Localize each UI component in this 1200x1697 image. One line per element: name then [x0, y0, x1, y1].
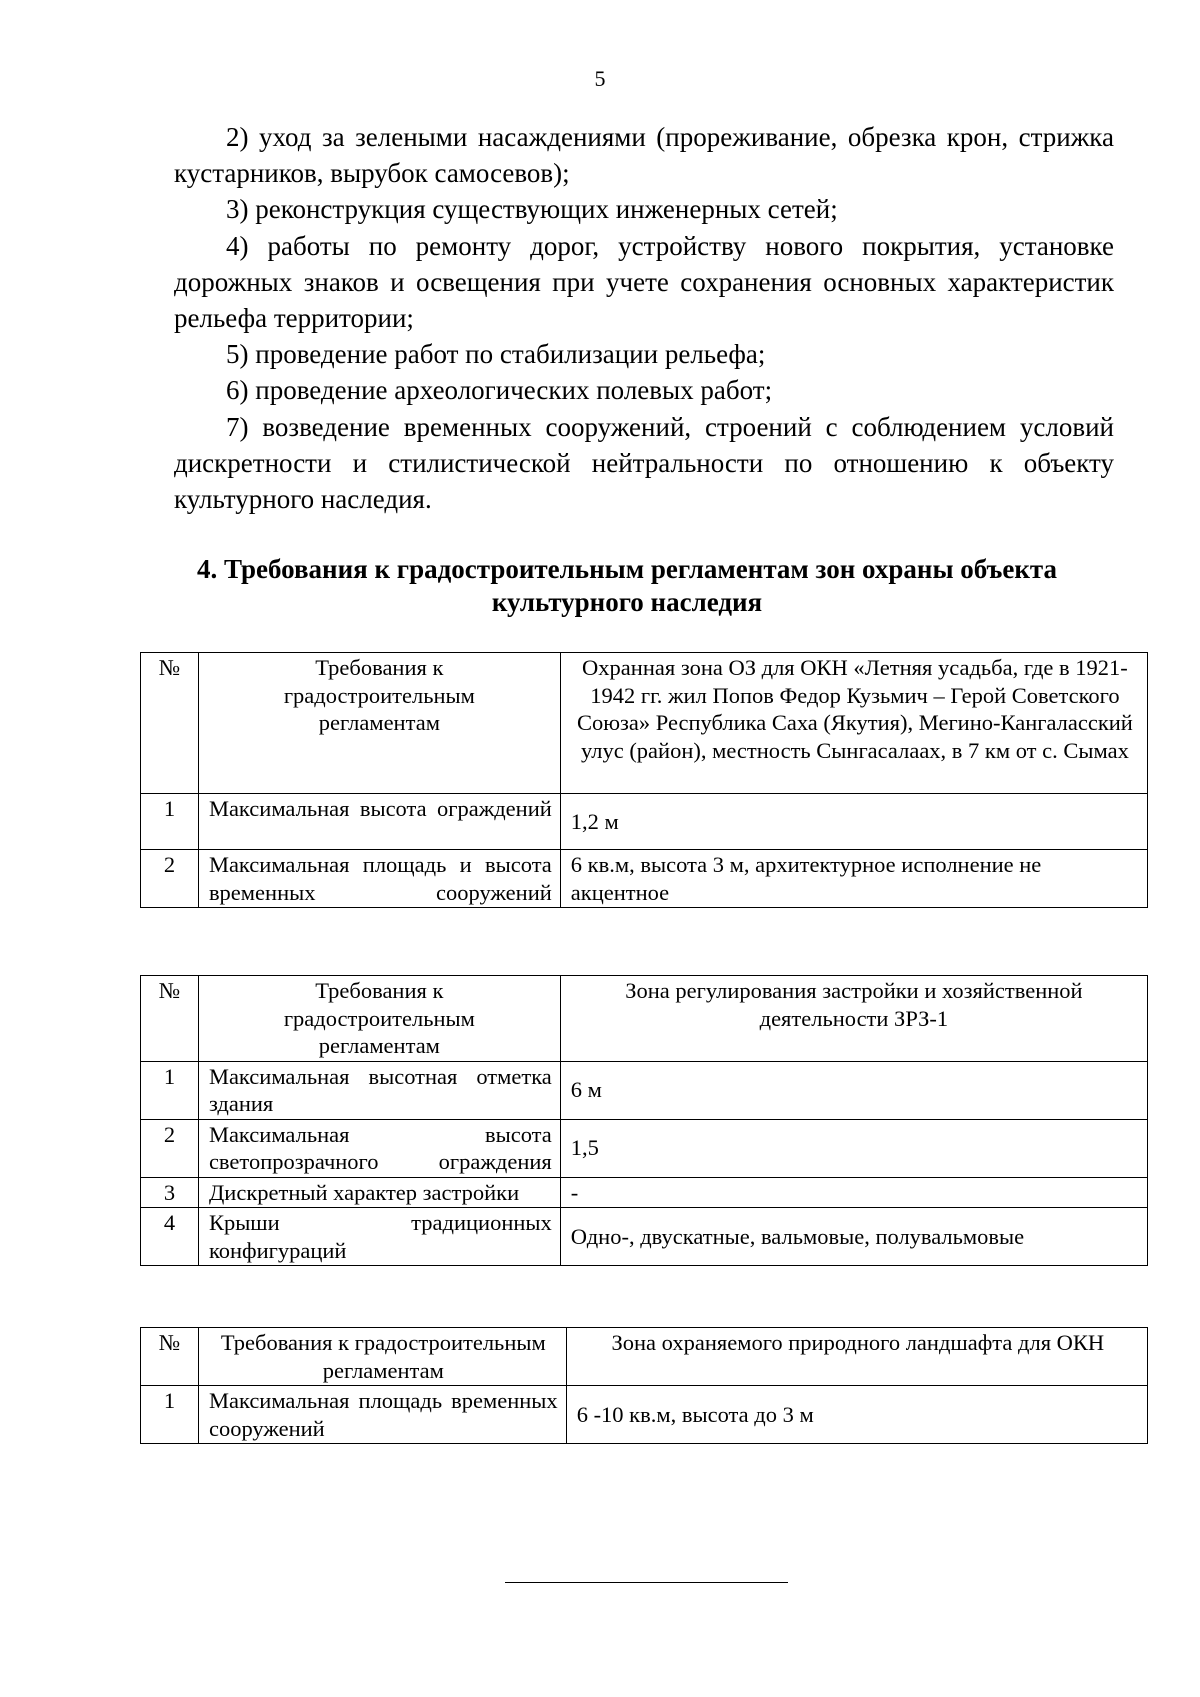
row-requirement: Максимальная площадь и высота временных сооружений [198, 850, 560, 908]
row-value: 6 кв.м, высота 3 м, архитектурное исполнение не акцентное [560, 850, 1147, 908]
list-item: 7) возведение временных сооружений, строений с соблюдением условий дискретности и стилистической нейтральности по отношению к объекту культурного наследия. [174, 411, 1114, 515]
table-header-row [141, 653, 1148, 794]
row-requirement: Максимальная высотная отметка здания [198, 1061, 560, 1119]
section-title [140, 553, 1114, 619]
protected-zone-table [140, 652, 1148, 908]
row-num: 1 [141, 1386, 199, 1444]
header-requirements: Требования к градостроительным регламентам [198, 976, 560, 1062]
header-requirements: Требования к градостроительным регламентам [198, 1328, 566, 1386]
table-row [141, 1208, 1148, 1266]
row-value: 6 -10 кв.м, высота до 3 м [566, 1386, 1147, 1444]
table-header-row [141, 976, 1148, 1062]
table-header-row [141, 1328, 1148, 1386]
row-value: 6 м [560, 1061, 1147, 1119]
section-title-line: культурного наследия [491, 587, 763, 617]
row-value: 1,5 [560, 1119, 1147, 1177]
row-num: 2 [141, 1119, 199, 1177]
page-number: 5 [594, 66, 606, 91]
table-row [141, 850, 1148, 908]
list-item: 3) реконструкция существующих инженерных сетей; [226, 194, 838, 225]
list-item: 5) проведение работ по стабилизации рельефа; [226, 339, 766, 370]
list-item: 2) уход за зелеными насаждениями (прореживание, обрезка крон, стрижка кустарников, вырубок самосевов); [174, 122, 1114, 189]
requirements-list [174, 119, 1114, 517]
header-requirements: Требования к градостроительным регламентам [198, 653, 560, 794]
row-requirement: Крыши традиционных конфигураций [198, 1208, 560, 1266]
row-value: Одно-, двускатные, вальмовые, полувальмовые [560, 1208, 1147, 1266]
header-zone: Зона регулирования застройки и хозяйственной деятельности ЗРЗ-1 [560, 976, 1147, 1062]
row-requirement: Максимальная высота светопрозрачного ограждения [198, 1119, 560, 1177]
row-num: 3 [141, 1177, 199, 1208]
footer-separator [505, 1582, 788, 1583]
row-num: 4 [141, 1208, 199, 1266]
list-item: 4) работы по ремонту дорог, устройству нового покрытия, установке дорожных знаков и освещения при учете сохранения основных характеристик рельефа территории; [174, 230, 1114, 334]
list-item: 6) проведение археологических полевых работ; [226, 375, 773, 406]
table-row [141, 1119, 1148, 1177]
row-num: 1 [141, 1061, 199, 1119]
header-zone: Зона охраняемого природного ландшафта для ОКН [566, 1328, 1147, 1386]
row-num: 1 [141, 794, 199, 850]
table-row [141, 1061, 1148, 1119]
table-row [141, 794, 1148, 850]
header-num: № [141, 1328, 199, 1386]
table-row [141, 1177, 1148, 1208]
landscape-zone-table [140, 1327, 1148, 1444]
row-num: 2 [141, 850, 199, 908]
header-zone: Охранная зона ОЗ для ОКН «Летняя усадьба, где в 1921-1942 гг. жил Попов Федор Кузьмич – Герой Советского Союза» Республика Саха (Якутия), Мегино-Кангаласский улус (район), местность Сынгасалаах, в 7 км от с. Сымах [560, 653, 1147, 794]
row-value: 1,2 м [560, 794, 1147, 850]
zrz1-table [140, 975, 1148, 1266]
table-row [141, 1386, 1148, 1444]
row-value: - [560, 1177, 1147, 1208]
row-requirement: Дискретный характер застройки [198, 1177, 560, 1208]
row-requirement: Максимальная высота ограждений [198, 794, 560, 850]
header-num: № [141, 653, 199, 794]
header-num: № [141, 976, 199, 1062]
section-title-line: 4. Требования к градостроительным регламентам зон охраны объекта [197, 554, 1057, 584]
row-requirement: Максимальная площадь временных сооружений [198, 1386, 566, 1444]
